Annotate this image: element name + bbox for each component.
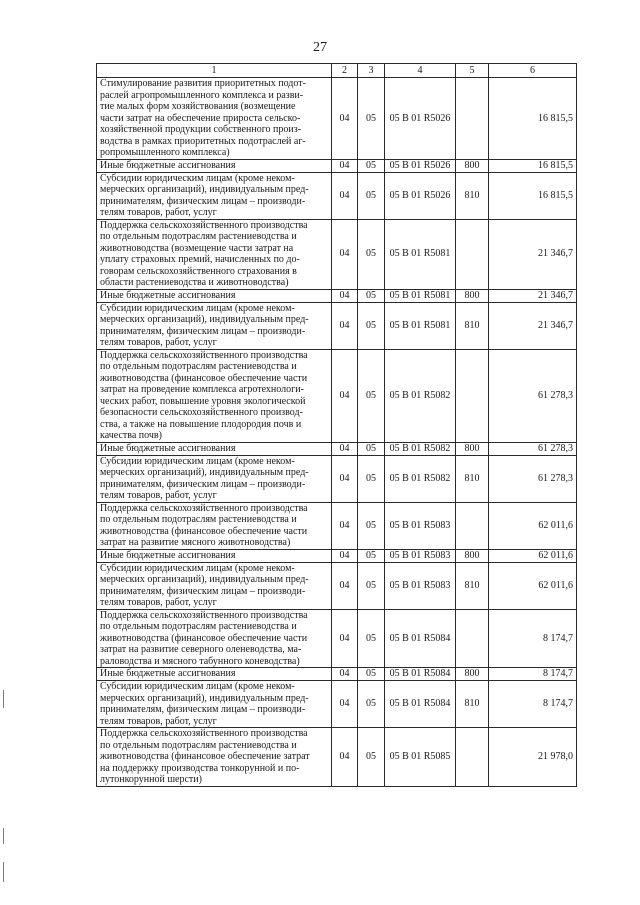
amount-cell: 16 815,5	[489, 159, 577, 172]
row-name-line: Субсидии юридическим лицам (кроме неком-	[100, 681, 295, 692]
subsection-cell: 05	[358, 442, 385, 455]
row-name-line: Субсидии юридическим лицам (кроме неком-	[100, 172, 295, 184]
row-name-line: животноводства (финансовое обеспечение части	[100, 372, 308, 384]
table-row	[97, 549, 577, 562]
row-name-cell	[97, 442, 332, 455]
subsection-cell: 05	[358, 219, 385, 289]
amount-cell: 8 174,7	[489, 668, 577, 681]
row-name-line: затрат на развитие северного оленеводства, ма-	[100, 644, 302, 655]
budget-table	[96, 63, 577, 787]
amount-cell: 61 278,3	[489, 349, 577, 442]
subsection-cell: 05	[358, 668, 385, 681]
row-name-line: Иные бюджетные ассигнования	[100, 442, 236, 454]
expense-type-cell	[456, 728, 489, 787]
subsection-cell: 05	[358, 302, 385, 349]
target-code-cell: 05 В 01 R5084	[385, 681, 456, 728]
target-code-cell: 05 В 01 R5082	[385, 442, 456, 455]
amount-cell: 21 978,0	[489, 728, 577, 787]
target-code-cell: 05 В 01 R5083	[385, 562, 456, 609]
row-name-line: безопасности сельскохозяйственного производ-	[100, 407, 303, 418]
row-name-line: животноводства (финансовое обеспечение части	[100, 632, 308, 644]
row-name-line: телям товаров, работ, услуг	[100, 597, 217, 608]
expense-type-cell	[456, 609, 489, 668]
row-name-cell	[97, 668, 332, 681]
row-name-cell	[97, 609, 332, 668]
table-row	[97, 349, 577, 442]
expense-type-cell: 810	[456, 562, 489, 609]
row-name-line: лутонкорунной шерсти)	[100, 774, 202, 785]
row-name-line: Стимулирование развития приоритетных подот-	[100, 78, 306, 89]
amount-cell: 21 346,7	[489, 219, 577, 289]
column-header-name: 1	[97, 64, 332, 78]
amount-cell: 62 011,6	[489, 549, 577, 562]
row-name-line: принимателям, физическим лицам – производи-	[100, 704, 306, 715]
section-cell: 04	[332, 681, 358, 728]
amount-cell: 16 815,5	[489, 78, 577, 160]
table-row	[97, 562, 577, 609]
row-name-line: по отдельным подотраслям растениеводства и	[100, 514, 297, 525]
section-cell: 04	[332, 289, 358, 302]
row-name-cell	[97, 455, 332, 502]
row-name-line: качества почв)	[100, 430, 162, 441]
row-name-line: телям товаров, работ, услуг	[100, 715, 217, 727]
expense-type-cell: 810	[456, 455, 489, 502]
row-name-line: по отдельным подотраслям растениеводства и	[100, 361, 297, 372]
row-name-cell	[97, 349, 332, 442]
row-name-line: по отдельным подотраслям растениеводства и	[100, 739, 297, 751]
row-name-line: Поддержка сельскохозяйственного производства	[100, 609, 308, 621]
expense-type-cell: 800	[456, 549, 489, 562]
scan-edge-mark	[3, 828, 4, 844]
row-name-line: Субсидии юридическим лицам (кроме неком-	[100, 302, 295, 314]
row-name-line: мерческих организаций), индивидуальным пред-	[100, 184, 309, 195]
scan-edge-mark	[3, 690, 4, 708]
expense-type-cell	[456, 502, 489, 549]
row-name-line: животноводства (финансовое обеспечение части	[100, 525, 308, 537]
row-name-line: принимателям, физическим лицам – производи-	[100, 478, 306, 490]
row-name-line: принимателям, физическим лицам – производи-	[100, 585, 306, 597]
column-header-target-code: 4	[385, 64, 456, 78]
column-header-section: 2	[332, 64, 358, 78]
section-cell: 04	[332, 349, 358, 442]
expense-type-cell: 800	[456, 442, 489, 455]
expense-type-cell: 810	[456, 172, 489, 219]
table-row	[97, 455, 577, 502]
table-row	[97, 681, 577, 728]
expense-type-cell: 800	[456, 668, 489, 681]
target-code-cell: 05 В 01 R5084	[385, 609, 456, 668]
row-name-cell	[97, 502, 332, 549]
amount-cell: 21 346,7	[489, 302, 577, 349]
row-name-line: Поддержка сельскохозяйственного производства	[100, 349, 308, 361]
table-row	[97, 159, 577, 172]
section-cell: 04	[332, 668, 358, 681]
target-code-cell: 05 В 01 R5083	[385, 549, 456, 562]
row-name-cell	[97, 78, 332, 160]
target-code-cell: 05 В 01 R5081	[385, 219, 456, 289]
row-name-line: Иные бюджетные ассигнования	[100, 289, 236, 301]
target-code-cell: 05 В 01 R5026	[385, 159, 456, 172]
subsection-cell: 05	[358, 349, 385, 442]
table-body	[97, 78, 577, 787]
subsection-cell: 05	[358, 609, 385, 668]
row-name-cell	[97, 302, 332, 349]
section-cell: 04	[332, 78, 358, 160]
table-row	[97, 219, 577, 289]
section-cell: 04	[332, 442, 358, 455]
table-row	[97, 172, 577, 219]
table-row	[97, 78, 577, 160]
section-cell: 04	[332, 502, 358, 549]
target-code-cell: 05 В 01 R5084	[385, 668, 456, 681]
section-cell: 04	[332, 219, 358, 289]
row-name-line: ства, а также на повышение плодородия почв и	[100, 418, 302, 430]
row-name-line: принимателям, физическим лицам – производи-	[100, 325, 306, 337]
row-name-line: по отдельным подотраслям растениеводства и	[100, 231, 297, 242]
row-name-cell	[97, 728, 332, 787]
row-name-line: Субсидии юридическим лицам (кроме неком-	[100, 455, 295, 467]
table-row	[97, 502, 577, 549]
row-name-line: Иные бюджетные ассигнования	[100, 549, 236, 561]
expense-type-cell: 810	[456, 681, 489, 728]
row-name-line: говорам сельскохозяйственного страхования в	[100, 265, 297, 277]
target-code-cell: 05 В 01 R5082	[385, 455, 456, 502]
row-name-line: ческих работ, повышение уровня экологической	[100, 395, 306, 407]
target-code-cell: 05 В 01 R5083	[385, 502, 456, 549]
table-row	[97, 609, 577, 668]
section-cell: 04	[332, 455, 358, 502]
row-name-cell	[97, 172, 332, 219]
row-name-line: мерческих организаций), индивидуальным пред-	[100, 467, 309, 478]
table-row	[97, 302, 577, 349]
section-cell: 04	[332, 549, 358, 562]
row-name-line: водства в рамках приоритетных подотраслей аг-	[100, 135, 306, 147]
target-code-cell: 05 В 01 R5026	[385, 172, 456, 219]
section-cell: 04	[332, 728, 358, 787]
page-number: 27	[313, 40, 327, 55]
expense-type-cell	[456, 219, 489, 289]
row-name-line: ропромышленного комплекса)	[100, 147, 230, 158]
amount-cell: 61 278,3	[489, 455, 577, 502]
target-code-cell: 05 В 01 R5085	[385, 728, 456, 787]
row-name-line: Поддержка сельскохозяйственного производства	[100, 502, 308, 514]
row-name-line: области растениеводства и животноводства)	[100, 277, 289, 288]
row-name-line: Субсидии юридическим лицам (кроме неком-	[100, 562, 295, 574]
row-name-line: затрат на развитие мясного животноводства)	[100, 537, 291, 548]
subsection-cell: 05	[358, 728, 385, 787]
row-name-cell	[97, 562, 332, 609]
row-name-line: Поддержка сельскохозяйственного производства	[100, 728, 308, 739]
subsection-cell: 05	[358, 455, 385, 502]
target-code-cell: 05 В 01 R5081	[385, 302, 456, 349]
subsection-cell: 05	[358, 289, 385, 302]
row-name-cell	[97, 219, 332, 289]
row-name-line: уплату страховых премий, начисленных по до-	[100, 254, 300, 265]
row-name-line: по отдельным подотраслям растениеводства и	[100, 621, 297, 632]
row-name-cell	[97, 289, 332, 302]
row-name-line: мерческих организаций), индивидуальным пред-	[100, 692, 309, 704]
expense-type-cell: 800	[456, 159, 489, 172]
column-header-expense-type: 5	[456, 64, 489, 78]
subsection-cell: 05	[358, 502, 385, 549]
table-row	[97, 728, 577, 787]
subsection-cell: 05	[358, 681, 385, 728]
amount-cell: 62 011,6	[489, 502, 577, 549]
row-name-line: животноводства (финансовое обеспечение затрат	[100, 751, 310, 762]
section-cell: 04	[332, 562, 358, 609]
expense-type-cell: 800	[456, 289, 489, 302]
row-name-line: хозяйственной продукции собственного произ-	[100, 124, 302, 135]
subsection-cell: 05	[358, 549, 385, 562]
row-name-line: Поддержка сельскохозяйственного производства	[100, 219, 308, 231]
amount-cell: 61 278,3	[489, 442, 577, 455]
row-name-line: Иные бюджетные ассигнования	[100, 668, 236, 680]
subsection-cell: 05	[358, 159, 385, 172]
table-row	[97, 289, 577, 302]
expense-type-cell: 810	[456, 302, 489, 349]
row-name-line: на поддержку производства тонкорунной и по-	[100, 762, 300, 774]
amount-cell: 8 174,7	[489, 609, 577, 668]
amount-cell: 62 011,6	[489, 562, 577, 609]
row-name-line: тие малых форм хозяйствования (возмещение	[100, 101, 296, 112]
amount-cell: 21 346,7	[489, 289, 577, 302]
column-header-amount: 6	[489, 64, 577, 78]
column-header-subsection: 3	[358, 64, 385, 78]
row-name-line: телям товаров, работ, услуг	[100, 207, 217, 218]
amount-cell: 8 174,7	[489, 681, 577, 728]
amount-cell: 16 815,5	[489, 172, 577, 219]
section-cell: 04	[332, 159, 358, 172]
target-code-cell: 05 В 01 R5082	[385, 349, 456, 442]
row-name-line: раслей агропромышленного комплекса и разви-	[100, 89, 304, 101]
row-name-line: мерческих организаций), индивидуальным пред-	[100, 574, 309, 585]
row-name-line: раловодства и мясного табунного коневодства)	[100, 655, 300, 667]
table-row	[97, 442, 577, 455]
section-cell: 04	[332, 172, 358, 219]
row-name-cell	[97, 549, 332, 562]
table-row	[97, 668, 577, 681]
row-name-line: части затрат на обеспечение прироста сельско-	[100, 112, 301, 124]
row-name-line: затрат на проведение комплекса агротехнологи-	[100, 384, 304, 395]
target-code-cell: 05 В 01 R5081	[385, 289, 456, 302]
section-cell: 04	[332, 302, 358, 349]
row-name-line: мерческих организаций), индивидуальным пред-	[100, 314, 309, 325]
subsection-cell: 05	[358, 78, 385, 160]
row-name-line: телям товаров, работ, услуг	[100, 337, 217, 348]
expense-type-cell	[456, 78, 489, 160]
expense-type-cell	[456, 349, 489, 442]
section-cell: 04	[332, 609, 358, 668]
target-code-cell: 05 В 01 R5026	[385, 78, 456, 160]
subsection-cell: 05	[358, 562, 385, 609]
row-name-line: принимателям, физическим лицам – производи-	[100, 195, 306, 207]
table-header-row	[97, 64, 577, 78]
scan-edge-mark	[3, 862, 4, 882]
row-name-line: Иные бюджетные ассигнования	[100, 159, 236, 171]
row-name-cell	[97, 681, 332, 728]
row-name-line: животноводства (возмещение части затрат на	[100, 242, 294, 254]
row-name-line: телям товаров, работ, услуг	[100, 490, 217, 501]
row-name-cell	[97, 159, 332, 172]
subsection-cell: 05	[358, 172, 385, 219]
